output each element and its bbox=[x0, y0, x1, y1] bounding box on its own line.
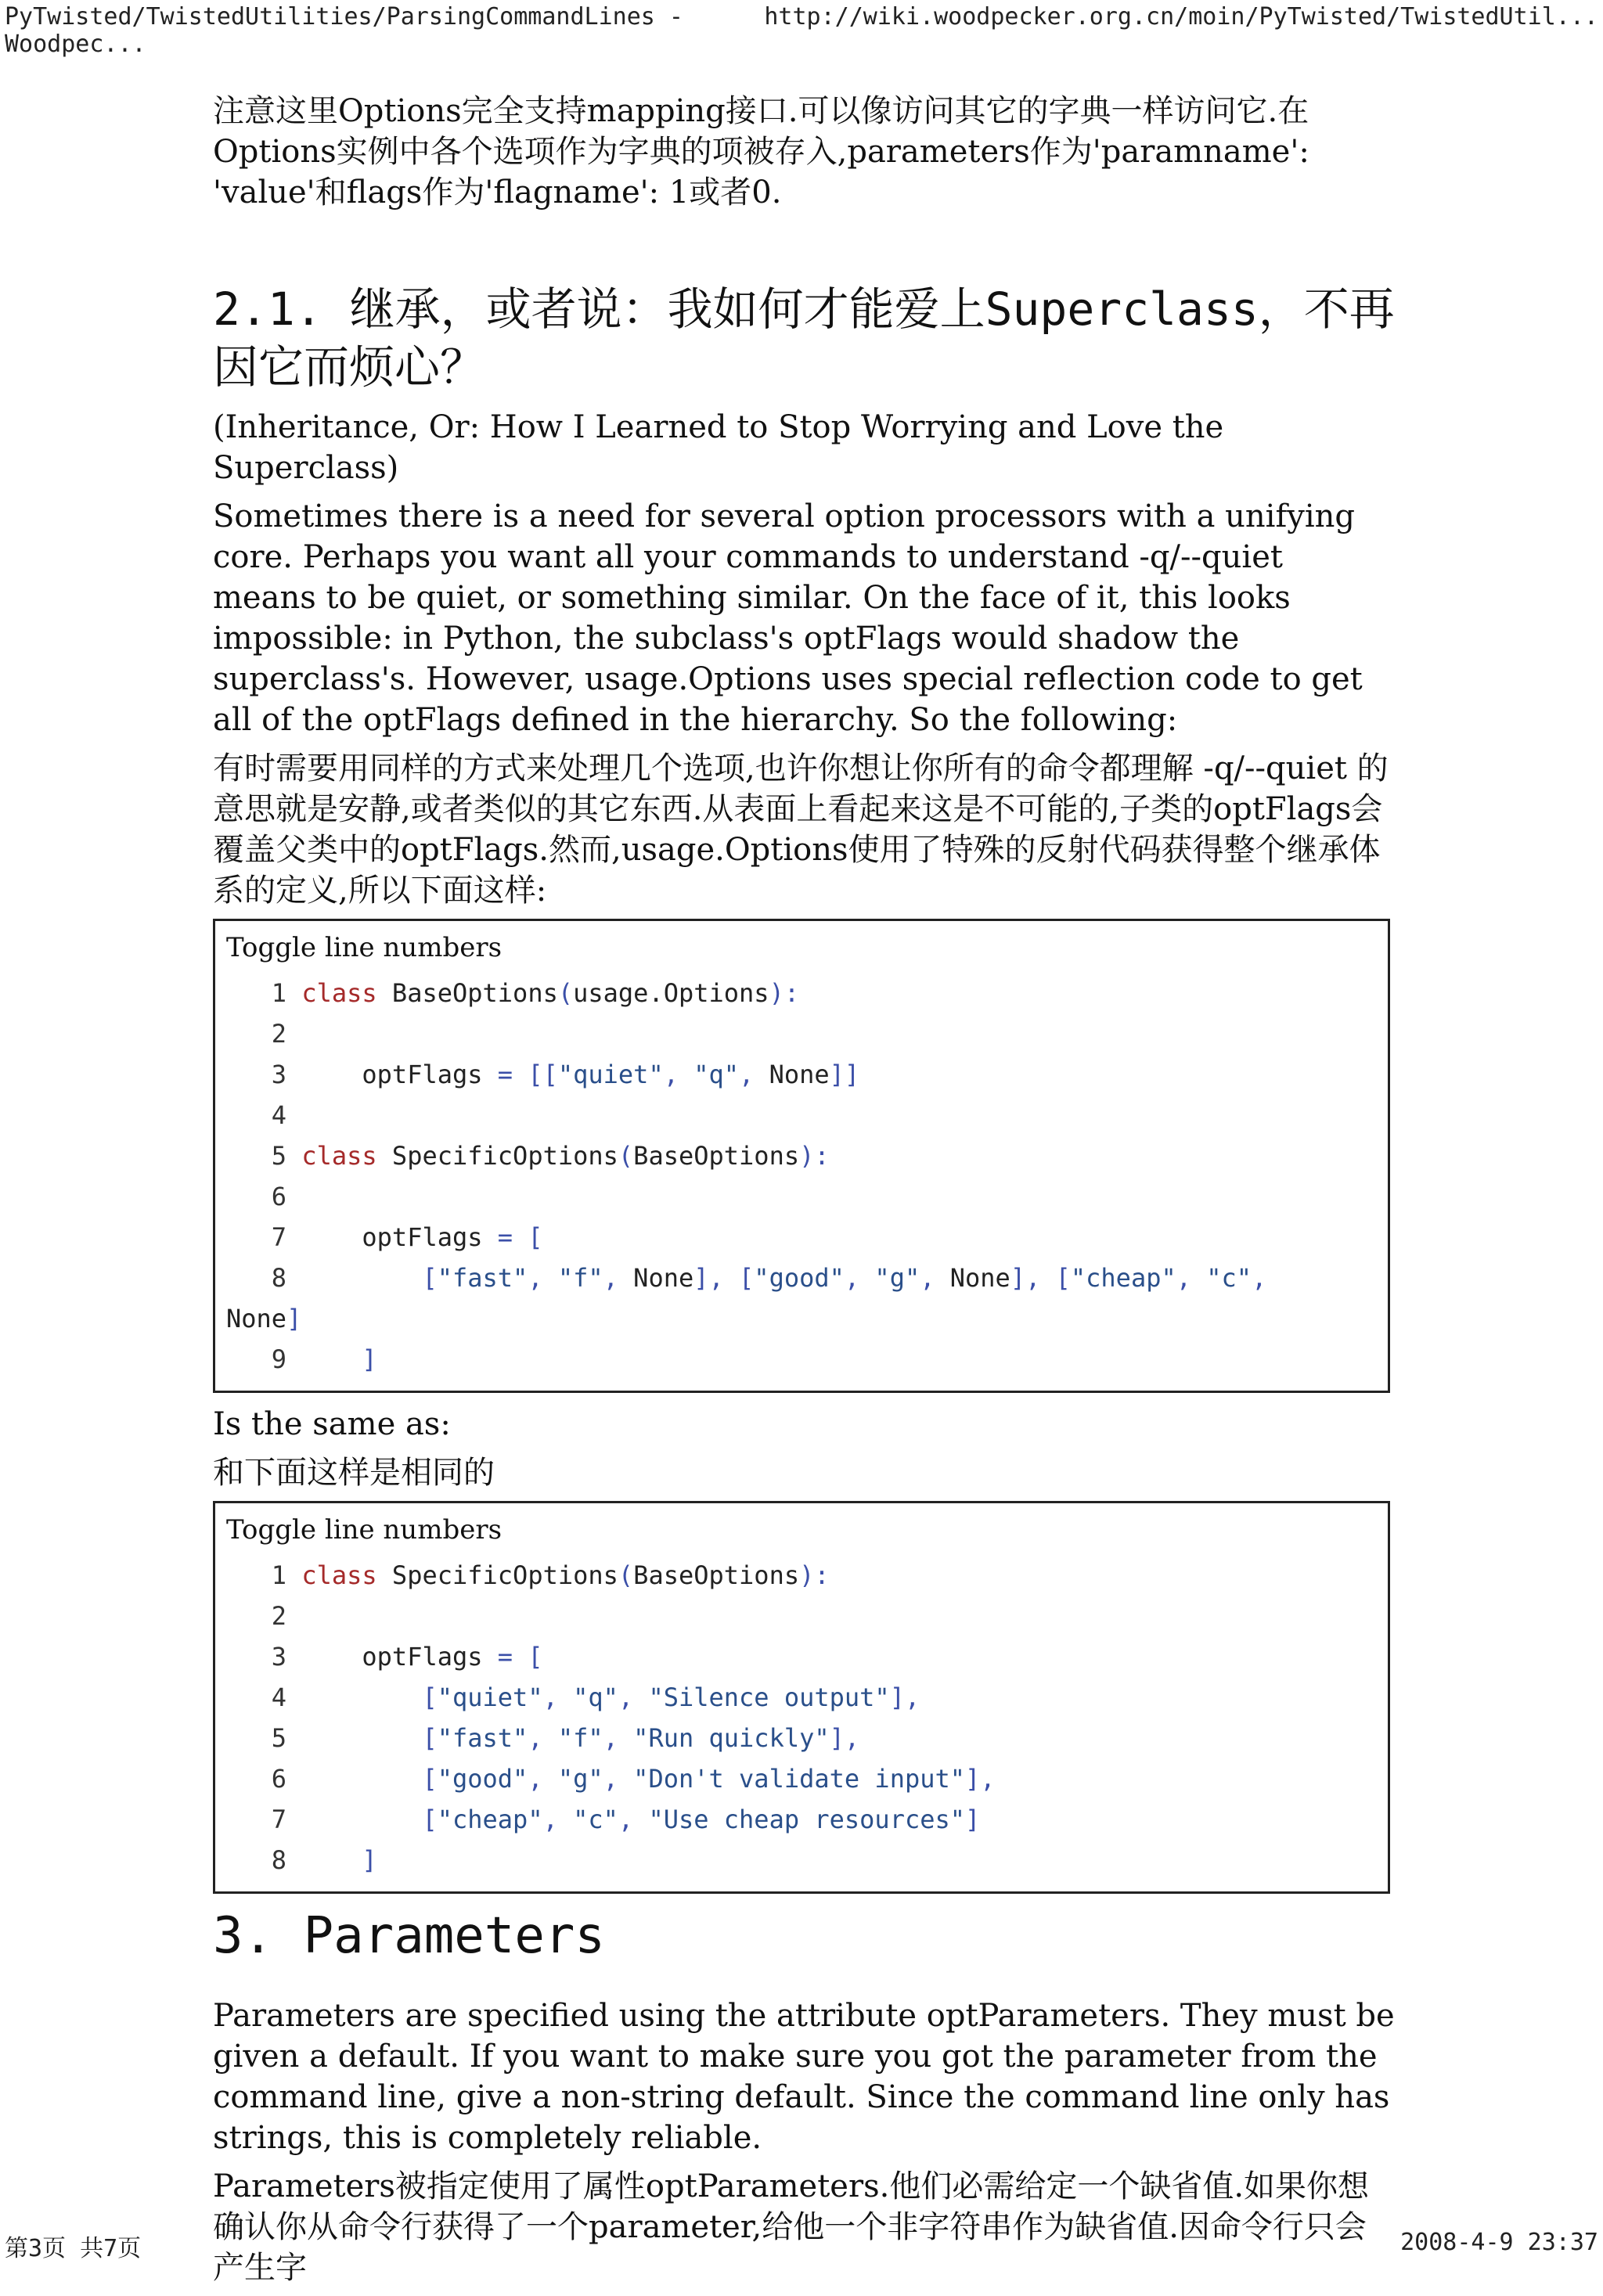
toggle-line-numbers-link[interactable]: Toggle line numbers bbox=[226, 932, 503, 963]
code-line: 7 ["cheap", "c", "Use cheap resources"] bbox=[226, 1805, 981, 1834]
code-line: 1 class BaseOptions(usage.Options): bbox=[226, 978, 800, 1008]
line-number: 2 bbox=[226, 1601, 302, 1631]
section-2-1-paragraph-cn: 有时需要用同样的方式来处理几个选项,也许你想让你所有的命令都理解 -q/--quiet 的意思就是安静,或者类似的其它东西.从表面上看起来这是不可能的,子类的optFlags会覆盖父类中的optFlags.然而,usage.Options使用了特殊的反射代码获得整个继承体系的定义,所以下面这样: bbox=[213, 750, 1389, 909]
line-number: 6 bbox=[226, 1764, 302, 1794]
code-line: 8 ["fast", "f", None], ["good", "g", None], ["cheap", "c", bbox=[226, 1263, 1267, 1293]
line-number: 5 bbox=[226, 1141, 302, 1171]
line-number: 9 bbox=[226, 1344, 302, 1374]
code-line bbox=[226, 1013, 1377, 1054]
code-block-1 bbox=[213, 919, 1390, 1393]
code-line: 8 ] bbox=[226, 1845, 377, 1875]
toggle-line-numbers-link[interactable]: Toggle line numbers bbox=[226, 1514, 503, 1546]
header-page-url: http://wiki.woodpecker.org.cn/moin/PyTwisted/TwistedUtil... bbox=[764, 3, 1598, 31]
print-footer bbox=[0, 2229, 1603, 2263]
line-number: 6 bbox=[226, 1182, 302, 1211]
section-3-paragraph-cn: Parameters被指定使用了属性optParameters.他们必需给定一个缺省值.如果你想确认你从命令行获得了一个parameter,给他一个非字符串作为缺省值.因命令行只会产生字 bbox=[213, 2168, 1370, 2286]
line-number: 8 bbox=[226, 1845, 302, 1875]
code-line: 5 class SpecificOptions(BaseOptions): bbox=[226, 1141, 830, 1171]
code-line: 7 optFlags = [ bbox=[226, 1222, 543, 1252]
code-line: 1 class SpecificOptions(BaseOptions): bbox=[226, 1560, 830, 1590]
code-listing bbox=[226, 1555, 1377, 1880]
code-line-continuation: None] bbox=[226, 1304, 302, 1333]
line-number: 4 bbox=[226, 1100, 302, 1130]
line-number: 3 bbox=[226, 1642, 302, 1672]
code-line: 3 optFlags = [ bbox=[226, 1642, 543, 1672]
section-3-paragraph-en: Parameters are specified using the attribute optParameters. They must be given a default. If you want to make sure you got the parameter from the command line, give a non-string default. Since the command line only has strings, this is completely reliable. bbox=[213, 1998, 1395, 2156]
section-2-1-paragraph-en: Sometimes there is a need for several option processors with a unifying core. Perhaps you want all your commands to understand -q/--quiet means to be quiet, or something similar. On the face of it, this looks impossible: in Python, the subclass's optFlags would shadow the superclass's. However, usage.Options uses special reflection code to get all of the optFlags defined in the hierarchy. So the following: bbox=[213, 498, 1363, 738]
line-number: 4 bbox=[226, 1682, 302, 1712]
intro-paragraph-cn: 注意这里Options完全支持mapping接口.可以像访问其它的字典一样访问它.在Options实例中各个选项作为字典的项被存入,parameters作为'paramname': 'value'和flags作为'flagname': 1或者0. bbox=[213, 93, 1309, 211]
line-number: 5 bbox=[226, 1723, 302, 1753]
line-number: 3 bbox=[226, 1060, 302, 1089]
code-block-2 bbox=[213, 1501, 1390, 1894]
footer-timestamp: 2008-4-9 23:37 bbox=[1400, 2229, 1598, 2256]
code-line: 4 ["quiet", "q", "Silence output"], bbox=[226, 1682, 920, 1712]
section-2-1-subtitle: (Inheritance, Or: How I Learned to Stop Worrying and Love the Superclass) bbox=[213, 409, 1224, 486]
section-2-1-heading: 2.1. 继承，或者说：我如何才能爱上Superclass，不再因它而烦心？ bbox=[213, 283, 1395, 394]
code-line bbox=[226, 1176, 1377, 1217]
header-page-title: PyTwisted/TwistedUtilities/ParsingCommandLines - Woodpec... bbox=[5, 3, 683, 58]
code-line: 9 ] bbox=[226, 1344, 377, 1374]
print-header bbox=[0, 3, 1603, 58]
line-number: 8 bbox=[226, 1263, 302, 1293]
footer-page-number: 第3页 共7页 bbox=[5, 2235, 142, 2262]
code-line bbox=[226, 1095, 1377, 1135]
line-number: 7 bbox=[226, 1222, 302, 1252]
same-as-cn: 和下面这样是相同的 bbox=[213, 1455, 495, 1491]
code-line: 5 ["fast", "f", "Run quickly"], bbox=[226, 1723, 860, 1753]
line-number: 2 bbox=[226, 1019, 302, 1049]
code-line: 6 ["good", "g", "Don't validate input"], bbox=[226, 1764, 996, 1794]
code-line: 3 optFlags = [["quiet", "q", None]] bbox=[226, 1060, 860, 1089]
section-3-heading: 3. Parameters bbox=[213, 1907, 605, 1965]
same-as-en: Is the same as: bbox=[213, 1406, 451, 1442]
code-listing bbox=[226, 973, 1377, 1380]
code-line bbox=[226, 1596, 1377, 1636]
page-content bbox=[213, 91, 1395, 2296]
line-number: 1 bbox=[226, 978, 302, 1008]
line-number: 7 bbox=[226, 1805, 302, 1834]
line-number: 1 bbox=[226, 1560, 302, 1590]
